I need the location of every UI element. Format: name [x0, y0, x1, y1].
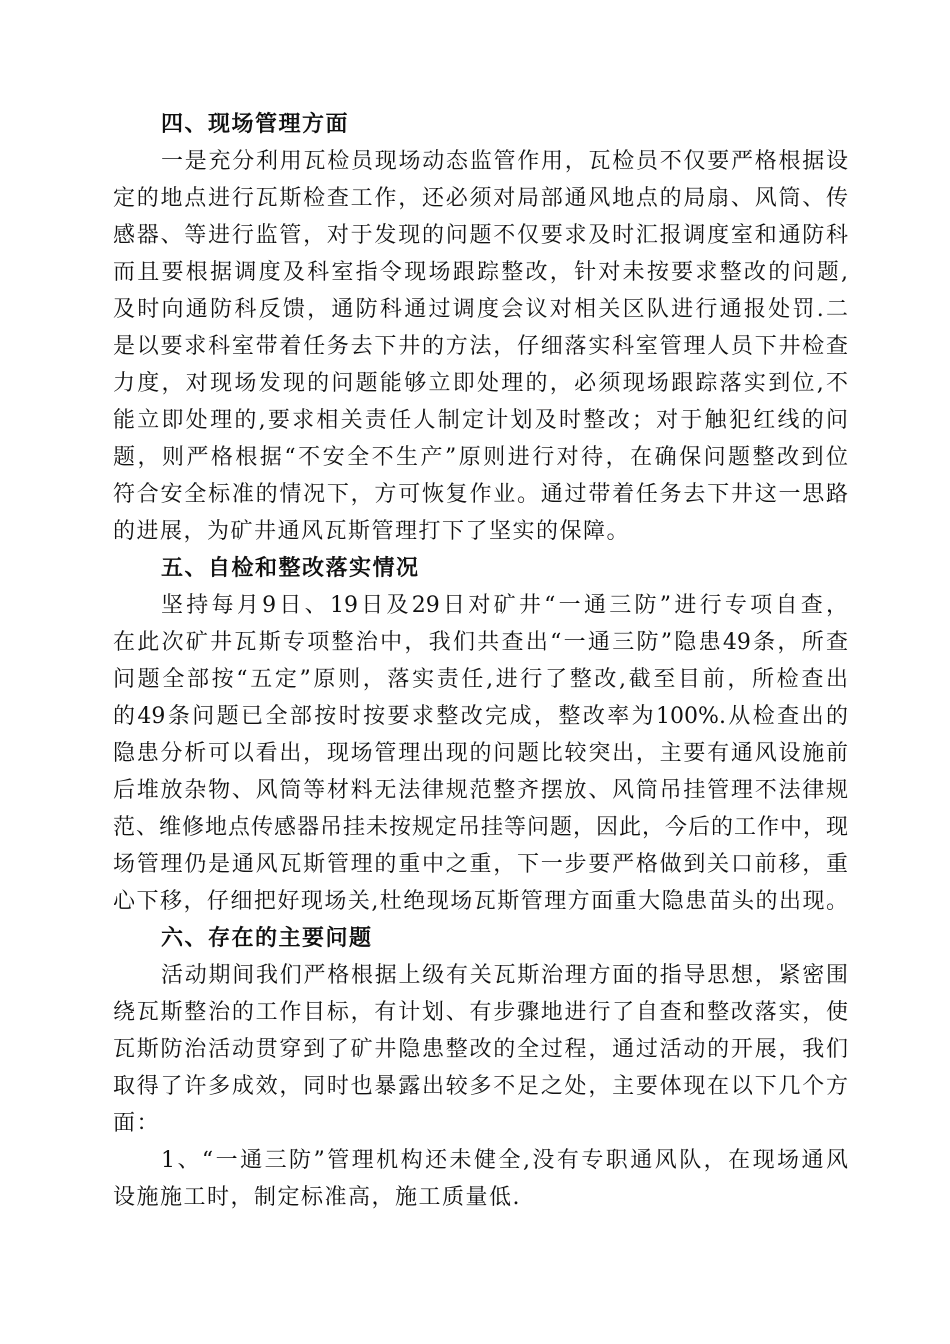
section-heading-4: 四、现场管理方面: [161, 111, 350, 137]
document-page: [113, 106, 848, 1216]
paragraph-line: 感器、等进行监管，对于发现的问题不仅要求及时汇报调度室和通防科: [113, 223, 848, 248]
paragraph-line: 坚持每月9日、19日及29日对矿井“一通三防”进行专项自查，: [161, 593, 848, 618]
paragraph-line-last: 面：: [113, 1111, 161, 1136]
paragraph-line: 题，则严格根据“不安全不生产”原则进行对待，在确保问题整改到位: [113, 445, 848, 470]
paragraph-line: 绕瓦斯整治的工作目标，有计划、有步骤地进行了自查和整改落实，使: [113, 1000, 848, 1025]
paragraph-line: 一是充分利用瓦检员现场动态监管作用，瓦检员不仅要严格根据设: [161, 149, 848, 174]
paragraph-line-last: 的进展，为矿井通风瓦斯管理打下了坚实的保障。: [113, 519, 631, 544]
paragraph-line: 能立即处理的,要求相关责任人制定计划及时整改；对于触犯红线的问: [113, 408, 848, 433]
paragraph-line: 范、维修地点传感器吊挂未按规定吊挂等问题，因此，今后的工作中，现: [113, 815, 848, 840]
list-item-line-last: 设施施工时，制定标准高，施工质量低.: [113, 1185, 521, 1210]
list-item-line: 1、“一通三防”管理机构还未健全,没有专职通风队，在现场通风: [161, 1148, 848, 1173]
section-heading-5: 五、自检和整改落实情况: [161, 555, 420, 581]
paragraph-line: 定的地点进行瓦斯检查工作，还必须对局部通风地点的局扇、风筒、传: [113, 186, 848, 211]
paragraph-line: 在此次矿井瓦斯专项整治中，我们共查出“一通三防”隐患49条，所查: [113, 630, 848, 655]
paragraph-line: 及时向通防科反馈，通防科通过调度会议对相关区队进行通报处罚.二: [113, 297, 848, 322]
section-heading-6: 六、存在的主要问题: [161, 925, 373, 951]
paragraph-line: 而且要根据调度及科室指令现场跟踪整改，针对未按要求整改的问题,: [113, 260, 848, 285]
paragraph-line: 是以要求科室带着任务去下井的方法，仔细落实科室管理人员下井检查: [113, 334, 848, 359]
paragraph-line: 场管理仍是通风瓦斯管理的重中之重，下一步要严格做到关口前移，重: [113, 852, 848, 877]
paragraph-line: 的49条问题已全部按时按要求整改完成，整改率为100%.从检查出的: [113, 704, 848, 729]
paragraph-line: 隐患分析可以看出，现场管理出现的问题比较突出，主要有通风设施前: [113, 741, 848, 766]
paragraph-line: 活动期间我们严格根据上级有关瓦斯治理方面的指导思想，紧密围: [161, 963, 848, 988]
paragraph-line: 力度，对现场发现的问题能够立即处理的，必须现场跟踪落实到位,不: [113, 371, 848, 396]
paragraph-line: 取得了许多成效，同时也暴露出较多不足之处，主要体现在以下几个方: [113, 1074, 848, 1099]
paragraph-line: 后堆放杂物、风筒等材料无法律规范整齐摆放、风筒吊挂管理不法律规: [113, 778, 848, 803]
paragraph-line-last: 心下移，仔细把好现场关,杜绝现场瓦斯管理方面重大隐患苗头的出现。: [113, 889, 848, 914]
paragraph-line: 问题全部按“五定”原则，落实责任,进行了整改,截至目前，所检查出: [113, 667, 848, 692]
paragraph-line: 符合安全标准的情况下，方可恢复作业。通过带着任务去下井这一思路: [113, 482, 848, 507]
paragraph-line: 瓦斯防治活动贯穿到了矿井隐患整改的全过程，通过活动的开展，我们: [113, 1037, 848, 1062]
